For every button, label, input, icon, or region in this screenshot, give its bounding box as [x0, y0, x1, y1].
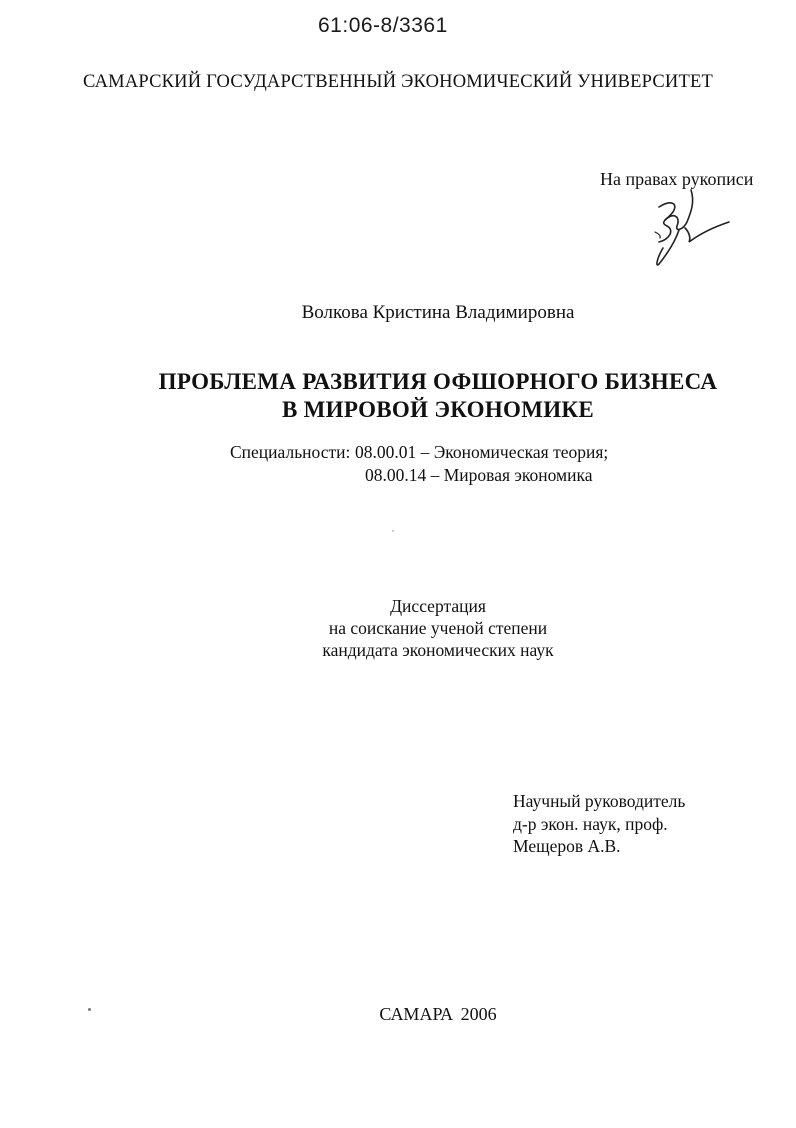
- thesis-title-line-1: ПРОБЛЕМА РАЗВИТИЯ ОФШОРНОГО БИЗНЕСА: [158, 369, 718, 394]
- author-name: Волкова Кристина Владимировна: [301, 302, 575, 323]
- dissertation-line-1: Диссертация: [390, 596, 486, 616]
- catalog-code: 61:06-8/3361: [318, 14, 448, 37]
- scan-speck: [392, 530, 394, 532]
- specialty-item: 08.00.01 – Экономическая теория;: [355, 442, 609, 462]
- advisor-degree: д-р экон. наук, проф.: [513, 814, 668, 834]
- scan-speck: [88, 1008, 91, 1011]
- city-year: САМАРА 2006: [379, 1004, 497, 1024]
- thesis-title-line-2: В МИРОВОЙ ЭКОНОМИКЕ: [281, 397, 595, 422]
- handwritten-signature: [645, 182, 735, 272]
- dissertation-line-2: на соискание ученой степени: [328, 618, 548, 638]
- advisor-name: Мещеров А.В.: [513, 836, 621, 856]
- advisor-role: Научный руководитель: [513, 791, 686, 811]
- specialties-label: Специальности:: [230, 442, 351, 462]
- specialty-item: 08.00.14 – Мировая экономика: [365, 465, 593, 485]
- dissertation-line-3: кандидата экономических наук: [322, 640, 554, 660]
- university-name: САМАРСКИЙ ГОСУДАРСТВЕННЫЙ ЭКОНОМИЧЕСКИЙ УНИВЕРСИТЕТ: [83, 72, 713, 92]
- rights-note: На правах рукописи: [600, 169, 754, 189]
